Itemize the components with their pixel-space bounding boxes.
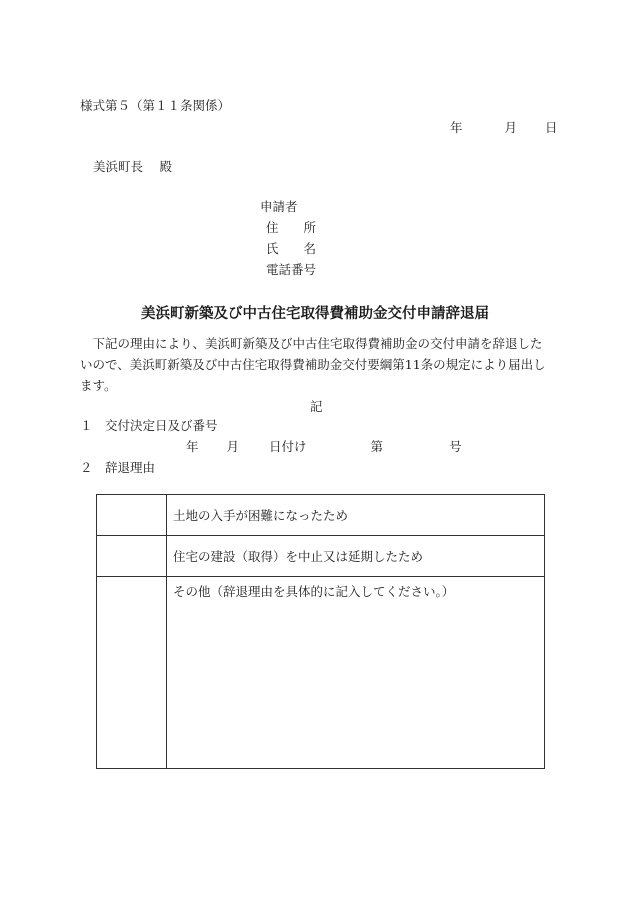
reason-text: 土地の入手が困難になったため: [167, 495, 545, 536]
decision-date-suffix: 日付け: [269, 439, 307, 454]
decision-go: 号: [449, 439, 462, 454]
decision-date-line: [186, 437, 462, 455]
reason-check-cell[interactable]: [97, 536, 167, 577]
section2-label: ２ 辞退理由: [80, 460, 156, 475]
applicant-block: [260, 196, 316, 280]
date-line: [450, 118, 558, 136]
date-day: 日: [545, 120, 558, 135]
address-label: 住 所: [266, 220, 317, 235]
date-year: 年: [450, 120, 463, 135]
section1-label: １ 交付決定日及び番号: [80, 418, 218, 433]
reason-text[interactable]: その他（辞退理由を具体的に記入してください。）: [167, 577, 545, 769]
form-number-label: 様式第５（第１１条関係）: [80, 98, 231, 113]
reason-text: 住宅の建設（取得）を中止又は延期したため: [167, 536, 545, 577]
phone-label: 電話番号: [266, 262, 317, 277]
name-label: 氏 名: [266, 241, 317, 256]
reasons-table: [96, 494, 545, 769]
applicant-heading: 申請者: [260, 199, 298, 214]
date-month: 月: [504, 120, 518, 135]
reason-check-cell[interactable]: [97, 577, 167, 769]
document-title: 美浜町新築及び中古住宅取得費補助金交付申請辞退届: [141, 305, 489, 322]
addressee: 美浜町長 殿: [93, 159, 172, 174]
reason-row: [97, 577, 545, 769]
reason-check-cell[interactable]: [97, 495, 167, 536]
decision-year: 年: [186, 439, 199, 454]
decision-dai: 第: [370, 439, 384, 454]
decision-month: 月: [226, 439, 240, 454]
body-text: 下記の理由により、美浜町新築及び中古住宅取得費補助金の交付申請を辞退したいので、美浜町新築及び中古住宅取得費補助金交付要綱第11条の規定により届出します。: [80, 336, 546, 393]
reason-row: [97, 536, 545, 577]
reason-row: [97, 495, 545, 536]
ki-label: 記: [310, 399, 323, 414]
